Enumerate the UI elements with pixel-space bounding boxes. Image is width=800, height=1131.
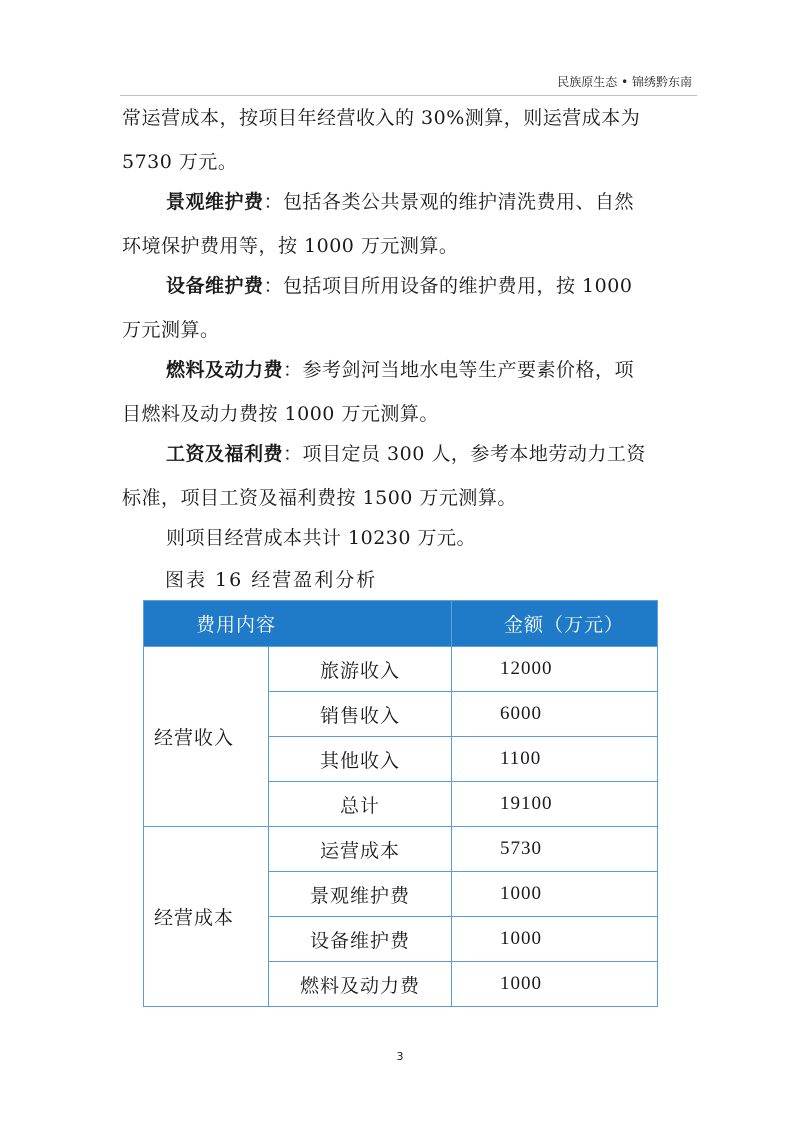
paragraph-fuel-power <box>122 348 692 436</box>
row-value: 1000 <box>452 917 658 962</box>
paragraph-line: 5730 万元。 <box>122 151 238 173</box>
header-amount: 金额（万元） <box>452 601 658 647</box>
term-wages-welfare: 工资及福利费 <box>166 443 284 465</box>
row-value: 12000 <box>452 647 658 692</box>
table-row <box>144 827 658 872</box>
table-caption: 图表 16 经营盈利分析 <box>165 569 378 591</box>
row-value: 19100 <box>452 782 658 827</box>
paragraph-line: 标准，项目工资及福利费按 1500 万元测算。 <box>122 487 517 509</box>
row-value: 6000 <box>452 692 658 737</box>
header-cost-item: 费用内容 <box>144 601 452 647</box>
paragraph-wages-welfare <box>122 432 692 520</box>
paragraph-line: 则项目经营成本共计 10230 万元。 <box>166 527 477 549</box>
row-item: 销售收入 <box>269 692 452 737</box>
row-item: 总计 <box>269 782 452 827</box>
term-equipment-maintenance: 设备维护费 <box>166 275 264 297</box>
row-value: 1000 <box>452 962 658 1007</box>
term-landscape-maintenance: 景观维护费 <box>166 191 264 213</box>
group-label-cost: 经营成本 <box>144 827 269 1007</box>
row-value: 1000 <box>452 872 658 917</box>
paragraph-operating-cost <box>122 96 692 184</box>
paragraph-line: 目燃料及动力费按 1000 万元测算。 <box>122 403 439 425</box>
profit-analysis-table <box>143 600 658 1007</box>
paragraph-line: 环境保护费用等，按 1000 万元测算。 <box>122 235 459 257</box>
paragraph-equipment-maintenance <box>122 264 692 352</box>
row-item: 燃料及动力费 <box>269 962 452 1007</box>
row-item: 运营成本 <box>269 827 452 872</box>
table-header-row <box>144 601 658 647</box>
paragraph-line: ：包括项目所用设备的维护费用，按 1000 <box>263 275 633 297</box>
paragraph-line: 常运营成本，按项目年经营收入的 30%测算，则运营成本为 <box>122 107 641 129</box>
paragraph-landscape-maintenance <box>122 180 692 268</box>
paragraph-total-cost <box>122 516 692 560</box>
row-value: 1100 <box>452 737 658 782</box>
row-item: 设备维护费 <box>269 917 452 962</box>
term-fuel-power: 燃料及动力费 <box>166 359 284 381</box>
page-number: 3 <box>396 1050 404 1063</box>
row-item: 其他收入 <box>269 737 452 782</box>
paragraph-line: 万元测算。 <box>122 319 220 341</box>
paragraph-line: ：项目定员 300 人，参考本地劳动力工资 <box>283 443 646 465</box>
group-label-revenue: 经营收入 <box>144 647 269 827</box>
row-item: 景观维护费 <box>269 872 452 917</box>
paragraph-line: ：参考剑河当地水电等生产要素价格，项 <box>283 359 635 381</box>
running-header: 民族原生态 • 锦绣黔东南 <box>557 75 692 89</box>
row-item: 旅游收入 <box>269 647 452 692</box>
table-row <box>144 647 658 692</box>
paragraph-line: ：包括各类公共景观的维护清洗费用、自然 <box>263 191 635 213</box>
row-value: 5730 <box>452 827 658 872</box>
